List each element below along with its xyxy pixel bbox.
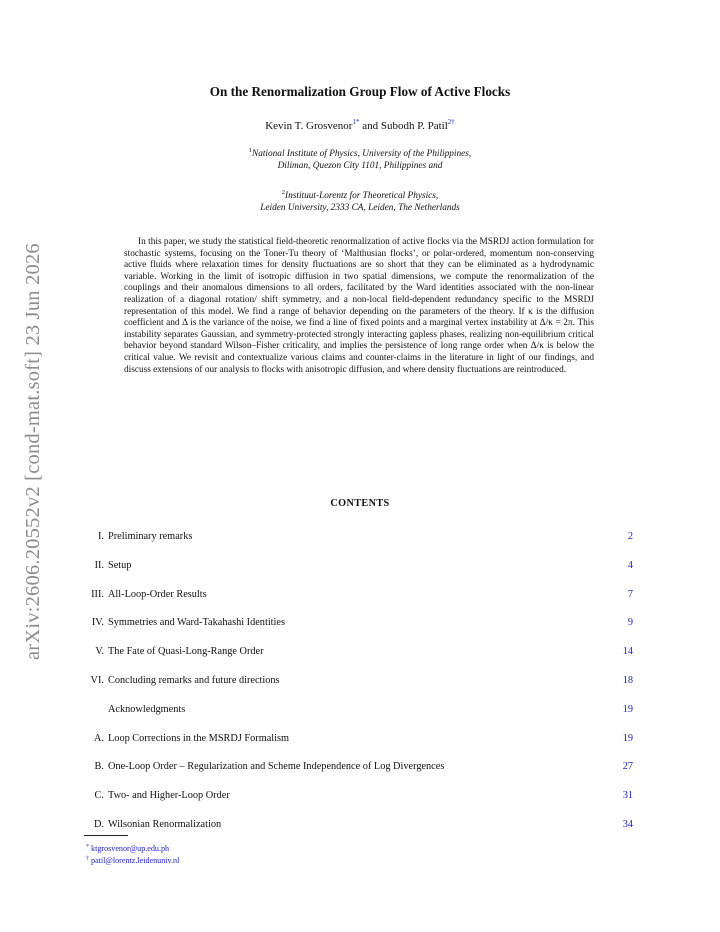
toc-entry[interactable]: [80, 757, 636, 786]
toc-number: IV.: [91, 617, 104, 629]
affiliation-mark: 2: [281, 189, 286, 196]
toc-title: Acknowledgments: [108, 703, 186, 715]
toc-entry[interactable]: [80, 613, 636, 642]
abstract: In this paper, we study the statistical field-theoretic renormalization of active flocks via the MSRDJ action formulation for stochastic systems, focusing on the Toner-Tu theory of ‘Malthusian flocks’, or polar-ordered, momentum non-conserving active fluids where relaxation times for density fluctuations are so short that they can be eliminated as a hydrodynamic variable. Working in the limit of isotropic diffusion in two spatial dimensions, we compute the renormalization of the couplings and their anomalous dimensions to all orders, facilitated by the Ward identities associated with the non-linear realization of a diagonal rotation/ shift symmetry, and a non-local field-dependent redundancy specific to the MSRDJ representation of this model. We find a range of behavior depending on the parameters of the theory. If κ is the diffusion coefficient and Δ is the variance of the noise, we find a line of fixed points and a marginal vertex instability at Δ/κ = 2π. This instability separates Gaussian, and symmetry-protected strongly interacting gapless phases, realizing non-equilibrium critical behavior beyond standard Wilson–Fisher criticality, and implies the persistence of long range order when Δ/κ is below the critical value. We revisit and contextualize various claims and counter-claims in the literature in light of our findings, and discuss extensions of our analysis to flocks with anisotropic diffusion, and where density fluctuations are reintroduced.: [124, 237, 594, 375]
author-joiner: and: [362, 120, 379, 132]
footnote-mark: *: [86, 844, 89, 850]
author-affiliation-mark[interactable]: 2†: [447, 118, 455, 126]
toc-page-link[interactable]: 9: [627, 617, 633, 629]
toc-title: Two- and Higher-Loop Order: [108, 790, 230, 802]
toc-page-link[interactable]: 7: [627, 588, 633, 600]
toc-entry[interactable]: [80, 729, 636, 758]
toc-number: A.: [93, 732, 104, 744]
affiliation-line: Instituut-Lorentz for Theoretical Physics,: [285, 191, 439, 201]
toc-page-link[interactable]: 31: [622, 790, 633, 802]
toc-title: One-Loop Order – Regularization and Scheme Independence of Log Divergences: [108, 761, 445, 773]
affiliation-mark: 1: [248, 147, 252, 154]
toc-entry[interactable]: [80, 786, 636, 815]
toc-title: All-Loop-Order Results: [108, 588, 207, 600]
toc-entry[interactable]: [80, 642, 636, 671]
toc-entry[interactable]: [80, 815, 636, 844]
author-name: Kevin T. Grosvenor: [265, 120, 353, 132]
affiliation-line: Diliman, Quezon City 1101, Philippines and: [277, 161, 443, 172]
toc-entry[interactable]: [80, 585, 636, 614]
toc-title: Concluding remarks and future directions: [108, 674, 280, 686]
toc-entry[interactable]: [80, 527, 636, 556]
email-link[interactable]: ktgrosvenor@up.edu.ph: [91, 844, 170, 853]
footnote: [86, 854, 179, 866]
affiliation-line: Leiden University, 2333 CA, Leiden, The Netherlands: [260, 203, 460, 214]
toc-page-link[interactable]: 19: [622, 732, 633, 744]
author-name: Subodh P. Patil: [380, 120, 448, 132]
toc-entry[interactable]: [80, 556, 636, 585]
toc-number: III.: [91, 588, 104, 600]
affiliation-line: National Institute of Physics, University of the Philippines,: [252, 149, 472, 159]
toc-number: B.: [94, 761, 104, 773]
toc-page-link[interactable]: 19: [622, 703, 633, 715]
toc-entry[interactable]: [80, 671, 636, 700]
toc-page-link[interactable]: 18: [622, 674, 633, 686]
toc-number: II.: [94, 559, 104, 571]
toc-page-link[interactable]: 4: [627, 559, 633, 571]
toc-number: I.: [97, 531, 104, 542]
toc-title: Symmetries and Ward-Takahashi Identities: [108, 617, 285, 629]
toc-entry[interactable]: [80, 700, 636, 729]
footnote-mark: †: [86, 856, 89, 862]
toc-page-link[interactable]: 2: [627, 531, 633, 542]
toc-title: Wilsonian Renormalization: [108, 818, 222, 830]
toc-page-link[interactable]: 34: [622, 818, 633, 830]
footnote: [86, 842, 179, 854]
toc-title: Preliminary remarks: [108, 531, 193, 542]
paper-title: On the Renormalization Group Flow of Active Flocks: [209, 84, 511, 99]
contents-heading: CONTENTS: [330, 498, 390, 509]
toc-page-link[interactable]: 14: [622, 646, 633, 658]
footnote-divider: [84, 835, 128, 836]
toc-number: VI.: [90, 674, 104, 686]
table-of-contents: [80, 527, 636, 844]
toc-number: D.: [93, 818, 104, 830]
toc-page-link[interactable]: 27: [622, 761, 633, 773]
arxiv-identifier-stamp: arXiv:2606.20552v2 [cond-mat.soft] 23 Jun 2026: [22, 243, 44, 661]
email-link[interactable]: patil@lorentz.leidenuniv.nl: [91, 856, 180, 865]
affiliation-1: [0, 145, 720, 173]
toc-title: Setup: [108, 559, 132, 571]
footnotes: [86, 842, 179, 866]
toc-title: The Fate of Quasi-Long-Range Order: [108, 646, 264, 658]
toc-number: C.: [94, 790, 104, 802]
author-affiliation-mark[interactable]: 1*: [352, 118, 360, 126]
toc-number: V.: [95, 646, 104, 658]
author-line: [0, 118, 720, 132]
toc-title: Loop Corrections in the MSRDJ Formalism: [108, 732, 290, 744]
affiliation-2: [0, 187, 720, 215]
